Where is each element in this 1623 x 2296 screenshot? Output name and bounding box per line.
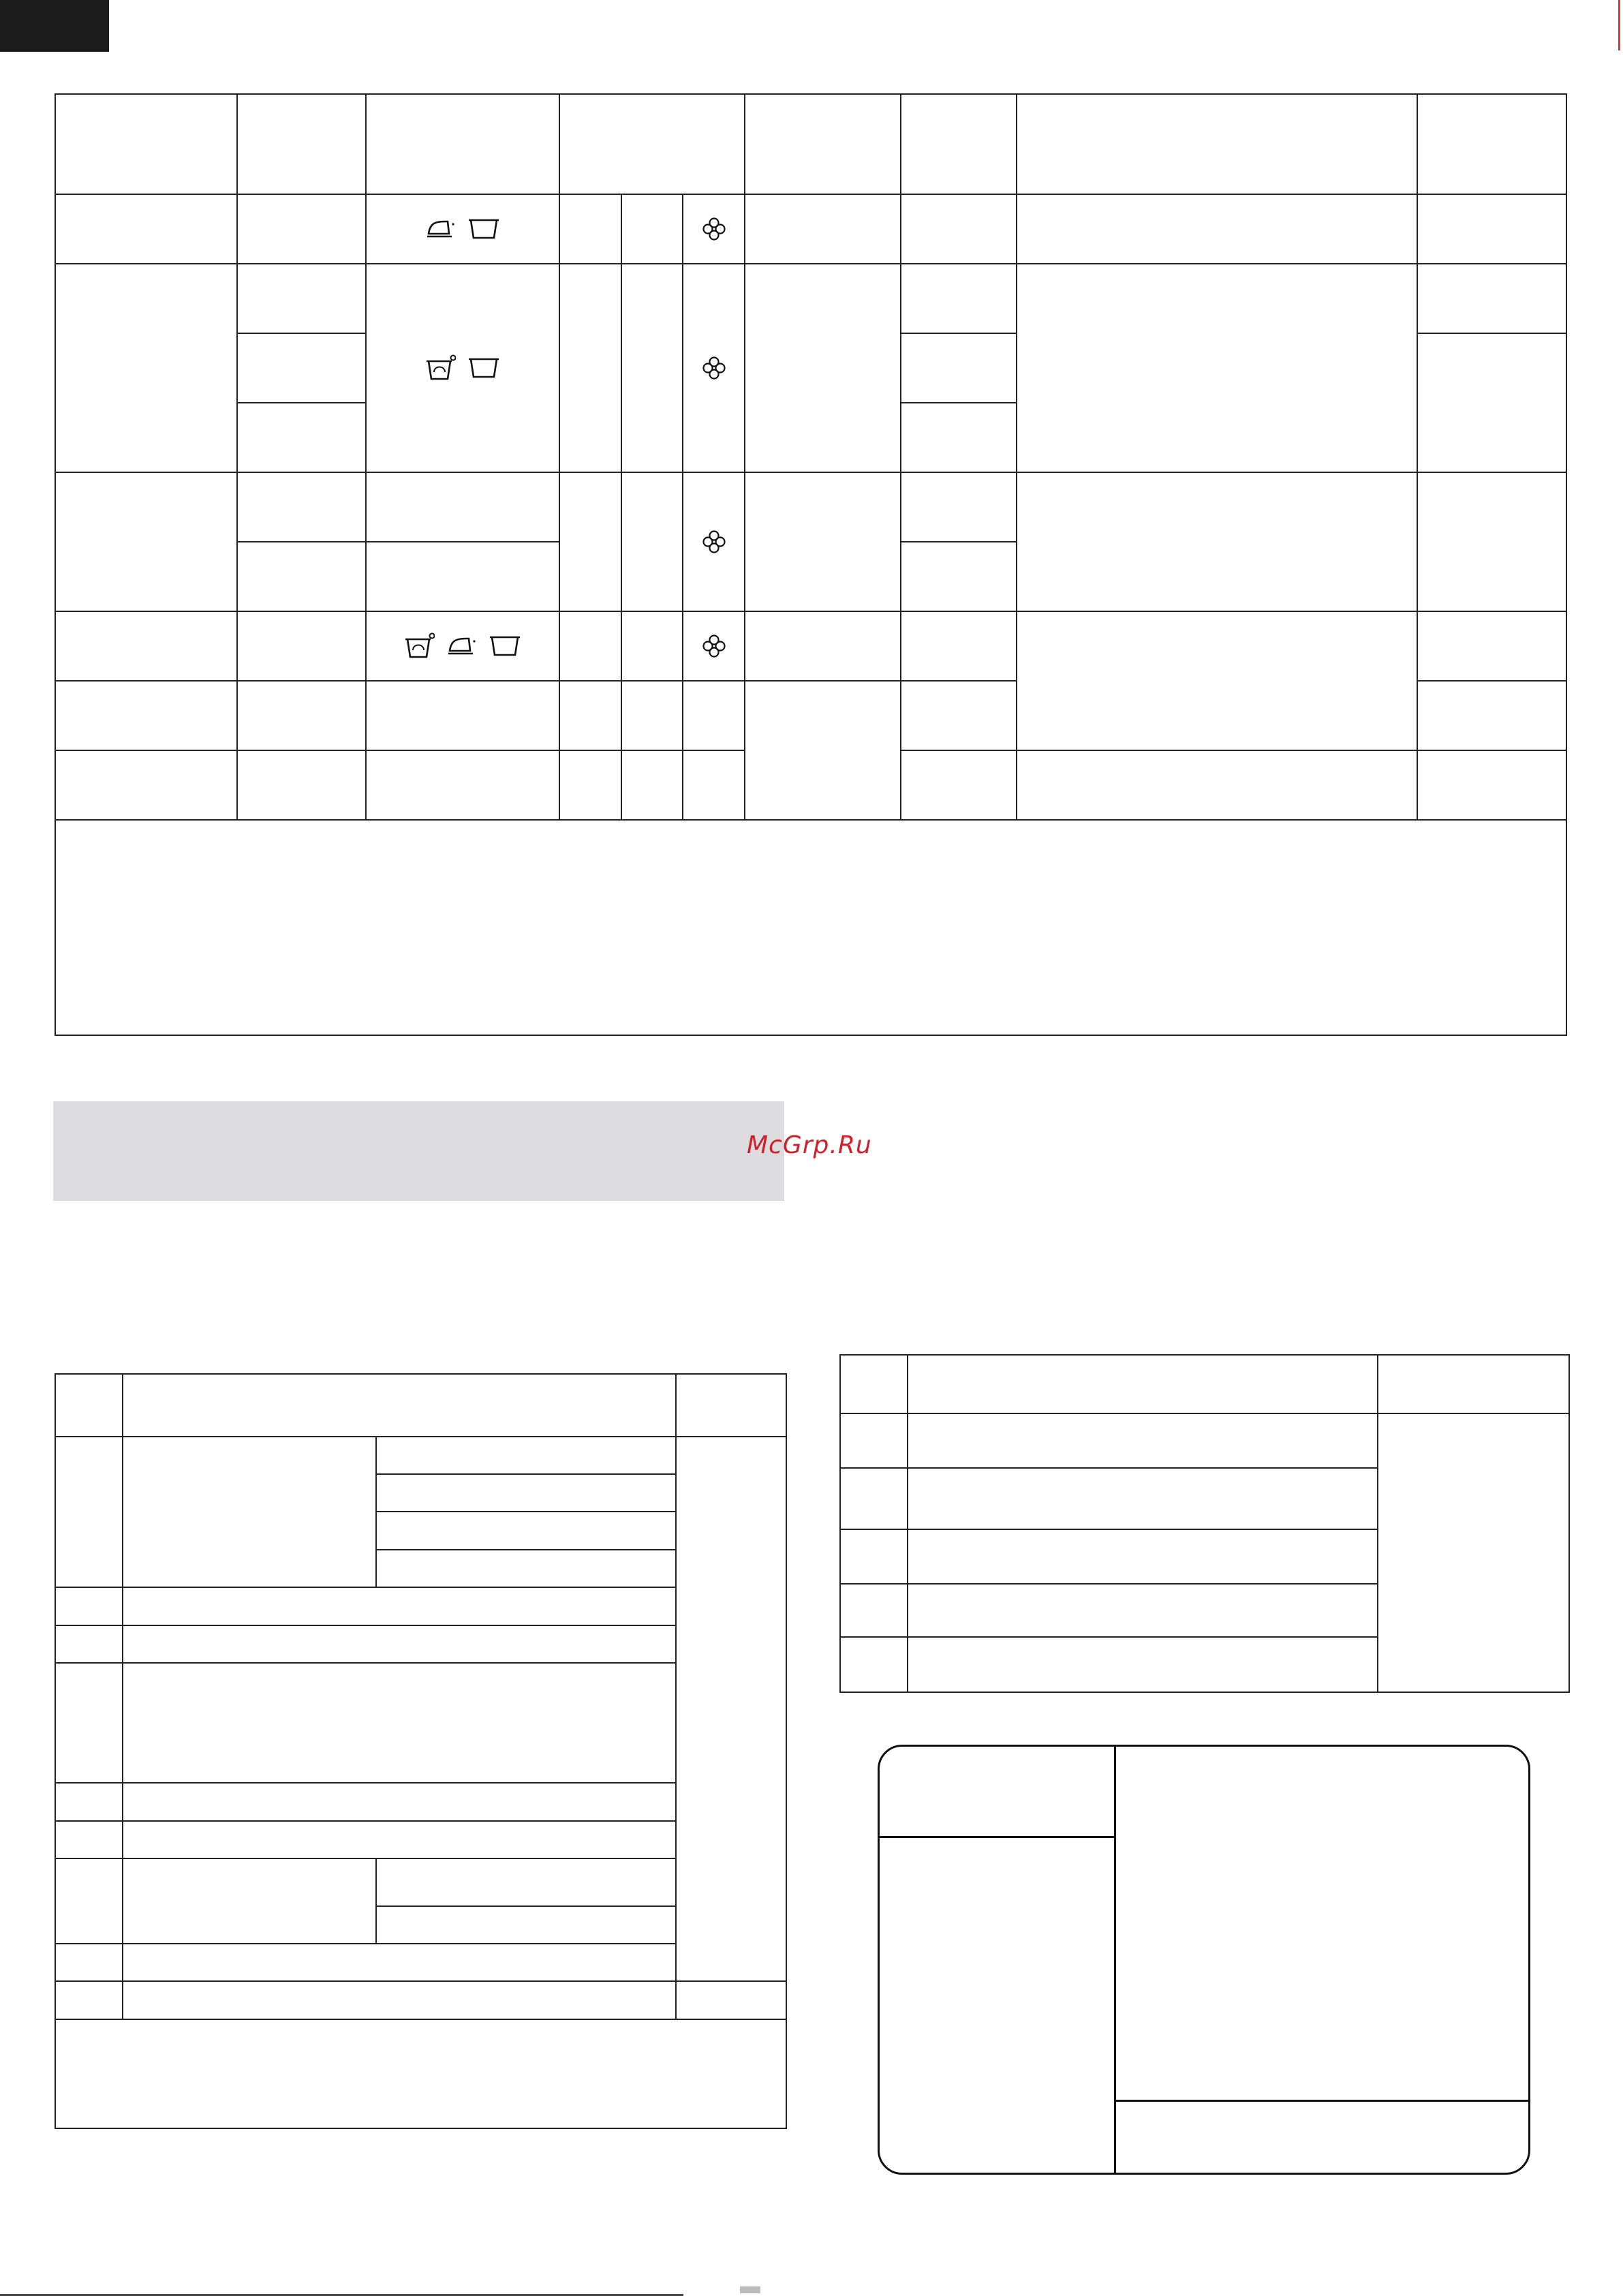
table-row bbox=[55, 1981, 786, 2019]
section-heading-band bbox=[53, 1101, 784, 1201]
hand-wash-icon bbox=[424, 354, 456, 382]
corner-block bbox=[0, 0, 109, 52]
notes-cell bbox=[55, 820, 1566, 1035]
care-symbols-cell bbox=[366, 194, 559, 264]
header-cell bbox=[559, 94, 745, 194]
flower-icon bbox=[702, 356, 726, 380]
edge-mark bbox=[1618, 0, 1620, 50]
panel-divider bbox=[880, 1836, 1116, 1838]
wash-tub-icon bbox=[467, 217, 501, 241]
notes-row bbox=[55, 820, 1566, 1035]
programme-table bbox=[55, 93, 1567, 1036]
page-number-mark bbox=[740, 2286, 760, 2293]
info-panel bbox=[878, 1745, 1530, 2175]
flower-cell bbox=[683, 611, 745, 681]
panel-divider bbox=[1114, 2100, 1530, 2102]
table-row bbox=[55, 472, 1566, 542]
table-row bbox=[840, 1413, 1569, 1468]
table-row bbox=[55, 1437, 786, 1474]
hand-wash-icon bbox=[403, 632, 435, 660]
table-row bbox=[55, 264, 1566, 333]
header-cell bbox=[745, 94, 901, 194]
flower-cell bbox=[683, 194, 745, 264]
flower-cell bbox=[683, 264, 745, 472]
error-codes-table bbox=[839, 1354, 1570, 1693]
table1-header-row bbox=[55, 94, 1566, 194]
table-row bbox=[55, 611, 1566, 681]
wash-tub-icon bbox=[467, 356, 501, 380]
wash-tub-icon bbox=[488, 634, 522, 658]
table2-header-row bbox=[55, 1374, 786, 1437]
header-cell bbox=[55, 94, 237, 194]
header-cell bbox=[1017, 94, 1417, 194]
table-row bbox=[55, 194, 1566, 264]
care-symbols-cell bbox=[366, 611, 559, 681]
header-cell bbox=[366, 94, 559, 194]
iron-icon bbox=[446, 634, 477, 658]
header-cell bbox=[237, 94, 366, 194]
flower-icon bbox=[702, 217, 726, 241]
header-cell bbox=[1417, 94, 1566, 194]
flower-cell bbox=[683, 472, 745, 611]
flower-icon bbox=[702, 634, 726, 658]
flower-icon bbox=[702, 530, 726, 554]
troubleshooting-table bbox=[55, 1373, 787, 2129]
iron-icon bbox=[424, 217, 456, 241]
table3-header-row bbox=[840, 1355, 1569, 1413]
watermark: McGrp.Ru bbox=[747, 1131, 872, 1159]
panel-divider bbox=[1114, 1747, 1116, 2173]
notes-row bbox=[55, 2019, 786, 2128]
header-cell bbox=[901, 94, 1017, 194]
care-symbols-cell bbox=[366, 264, 559, 472]
